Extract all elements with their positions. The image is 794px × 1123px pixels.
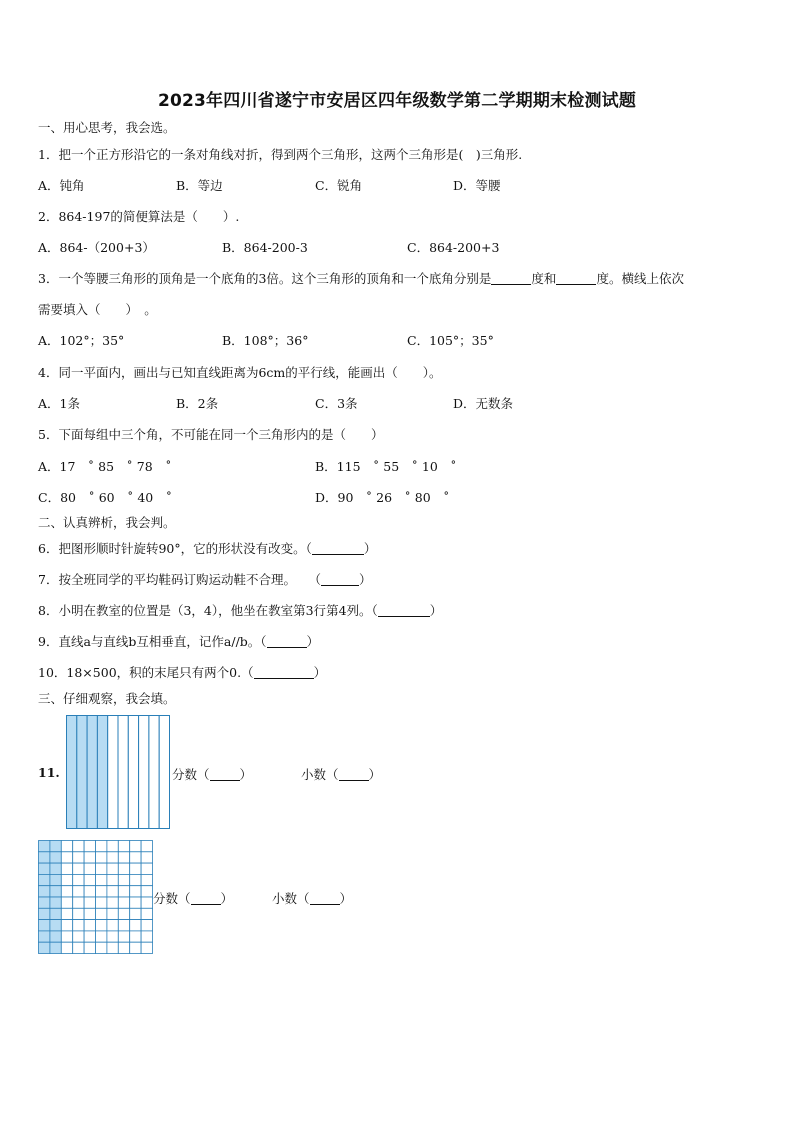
q3-option-b: B．108°；36° (222, 333, 309, 348)
q10-answer-blank[interactable] (254, 666, 314, 679)
grid-cell (118, 942, 129, 953)
grid-cell (96, 874, 107, 885)
q3-option-a: A．102°；35° (38, 333, 125, 348)
strip-cell (149, 716, 159, 829)
q6-close: ） (363, 541, 377, 556)
grid-cell (61, 920, 72, 931)
fig1-fraction-label (172, 765, 252, 783)
grid-cell (50, 920, 61, 931)
grid-cell (118, 897, 129, 908)
strip-cell (128, 716, 138, 829)
grid-cell (141, 897, 152, 908)
q10-text: 10．18×500，积的末尾只有两个0.（ (38, 665, 254, 680)
grid-cell (130, 886, 141, 897)
grid-cell (107, 920, 118, 931)
q2-option-b: B．864-200-3 (222, 240, 308, 255)
grid-cell (96, 908, 107, 919)
grid-cell (130, 931, 141, 942)
grid-cell (73, 886, 84, 897)
grid-cell (141, 841, 152, 852)
grid-cell (141, 863, 152, 874)
strip-cell (97, 716, 107, 829)
grid-cell (61, 863, 72, 874)
q2-option-a: A．864-（200+3） (38, 240, 155, 255)
grid-cell (141, 852, 152, 863)
q2-option-c: C．864-200+3 (407, 240, 500, 255)
grid-cell (130, 908, 141, 919)
question-11-number: 11. (38, 765, 60, 780)
grid-cell (61, 897, 72, 908)
grid-cell (73, 897, 84, 908)
grid-cell (84, 874, 95, 885)
grid-cell (107, 942, 118, 953)
q4-option-d: D．无数条 (453, 396, 514, 411)
grid-cell (73, 863, 84, 874)
grid-cell (130, 841, 141, 852)
q6-text: 6．把图形顺时针旋转90°，它的形状没有改变。（ (38, 541, 312, 556)
fig1-decimal-label (301, 765, 381, 783)
grid-cell (84, 897, 95, 908)
q9-close: ） (306, 634, 320, 649)
grid-cell (39, 863, 50, 874)
grid-cell (118, 886, 129, 897)
q3-option-c: C．105°；35° (407, 333, 494, 348)
q8-text: 8．小明在教室的位置是（3，4），他坐在教室第3行第4列。（ (38, 603, 378, 618)
grid-cell (107, 908, 118, 919)
grid-cell (118, 874, 129, 885)
q6-answer-blank[interactable] (312, 542, 364, 555)
section-1-heading: 一、用心思考，我会选。 (38, 120, 176, 135)
fig2-decimal-text: 小数（ (272, 891, 310, 906)
q3-text-a: 3．一个等腰三角形的顶角是一个底角的3倍。这个三角形的顶角和一个底角分别是 (38, 271, 492, 286)
q5-option-d: D．90 ˚ 26 ˚ 80 ˚ (315, 490, 450, 505)
strip-cell (118, 716, 128, 829)
grid-cell (107, 863, 118, 874)
q9-text: 9．直线a与直线b互相垂直，记作a//b。（ (38, 634, 267, 649)
fig2-fraction-blank[interactable] (191, 892, 221, 905)
q3-text-b: 度和 (531, 271, 557, 286)
q1-option-d: D．等腰 (453, 178, 501, 193)
grid-cell (141, 886, 152, 897)
grid-cell (96, 852, 107, 863)
fig1-decimal-text: 小数（ (301, 767, 339, 782)
grid-cell (141, 920, 152, 931)
fig2-fraction-label (153, 889, 233, 907)
grid-cell (73, 874, 84, 885)
question-1: 1．把一个正方形沿它的一条对角线对折，得到两个三角形，这两个三角形是( )三角形. (38, 147, 523, 162)
hundred-grid-diagram (38, 840, 153, 954)
strip-diagram (66, 715, 170, 829)
grid-cell (130, 852, 141, 863)
grid-cell (130, 897, 141, 908)
question-5: 5．下面每组中三个角，不可能在同一个三角形内的是（ ） (38, 427, 384, 442)
q9-answer-blank[interactable] (267, 635, 307, 648)
grid-cell (96, 886, 107, 897)
grid-cell (73, 908, 84, 919)
grid-cell (61, 908, 72, 919)
grid-cell (141, 931, 152, 942)
grid-cell (50, 886, 61, 897)
grid-cell (84, 863, 95, 874)
q5-option-b: B．115 ˚ 55 ˚ 10 ˚ (315, 459, 457, 474)
grid-cell (50, 931, 61, 942)
grid-cell (118, 920, 129, 931)
grid-cell (130, 920, 141, 931)
question-7 (38, 572, 371, 588)
question-6 (38, 541, 376, 557)
grid-cell (39, 920, 50, 931)
grid-cell (130, 863, 141, 874)
grid-cell (61, 886, 72, 897)
grid-cell (39, 931, 50, 942)
q7-close: ） (358, 572, 372, 587)
question-2: 2．864-197的简便算法是（ ）. (38, 209, 240, 224)
grid-cell (118, 931, 129, 942)
grid-cell (84, 841, 95, 852)
grid-cell (96, 863, 107, 874)
grid-cell (39, 841, 50, 852)
section-3-heading: 三、仔细观察，我会填。 (38, 691, 176, 706)
fig2-decimal-label (272, 889, 352, 907)
strip-cell (87, 716, 97, 829)
q3-blank-2[interactable] (556, 272, 596, 285)
grid-cell (84, 920, 95, 931)
q1-option-c: C．锐角 (315, 178, 363, 193)
grid-cell (84, 852, 95, 863)
grid-cell (73, 920, 84, 931)
grid-cell (61, 931, 72, 942)
grid-cell (84, 942, 95, 953)
fig1-fraction-close: ） (239, 767, 253, 782)
fig1-decimal-blank[interactable] (339, 768, 369, 781)
strip-cell (159, 716, 169, 829)
grid-cell (50, 874, 61, 885)
grid-cell (96, 841, 107, 852)
strip-cell (108, 716, 118, 829)
strip-cell (139, 716, 149, 829)
fig2-decimal-close: ） (339, 891, 353, 906)
grid-cell (107, 931, 118, 942)
grid-cell (118, 841, 129, 852)
grid-cell (141, 874, 152, 885)
q1-option-a: A．钝角 (38, 178, 85, 193)
grid-cell (61, 852, 72, 863)
grid-cell (73, 852, 84, 863)
q5-option-c: C．80 ˚ 60 ˚ 40 ˚ (38, 490, 172, 505)
grid-cell (39, 852, 50, 863)
fig1-fraction-blank[interactable] (210, 768, 240, 781)
grid-cell (39, 908, 50, 919)
q10-close: ） (313, 665, 327, 680)
grid-cell (50, 908, 61, 919)
grid-cell (73, 931, 84, 942)
grid-cell (61, 841, 72, 852)
grid-cell (107, 874, 118, 885)
q4-option-a: A．1条 (38, 396, 80, 411)
grid-cell (50, 863, 61, 874)
grid-cell (50, 942, 61, 953)
q4-option-c: C．3条 (315, 396, 358, 411)
q5-option-a: A．17 ˚ 85 ˚ 78 ˚ (38, 459, 172, 474)
fig2-fraction-text: 分数（ (153, 891, 191, 906)
fig2-fraction-close: ） (220, 891, 234, 906)
grid-cell (107, 852, 118, 863)
grid-cell (39, 886, 50, 897)
grid-cell (107, 886, 118, 897)
question-4: 4．同一平面内，画出与已知直线距离为6cm的平行线，能画出（ ）。 (38, 365, 442, 380)
q3-blank-1[interactable] (491, 272, 531, 285)
grid-cell (141, 908, 152, 919)
grid-cell (50, 841, 61, 852)
q8-answer-blank[interactable] (378, 604, 430, 617)
fig1-decimal-close: ） (368, 767, 382, 782)
strip-cell (77, 716, 87, 829)
grid-cell (61, 942, 72, 953)
grid-cell (118, 908, 129, 919)
grid-cell (96, 931, 107, 942)
fig1-fraction-text: 分数（ (172, 767, 210, 782)
grid-cell (84, 931, 95, 942)
grid-cell (96, 920, 107, 931)
strip-cell (67, 716, 77, 829)
grid-cell (39, 897, 50, 908)
grid-cell (107, 897, 118, 908)
grid-cell (96, 942, 107, 953)
grid-cell (118, 863, 129, 874)
fig2-decimal-blank[interactable] (310, 892, 340, 905)
grid-cell (39, 874, 50, 885)
grid-cell (39, 942, 50, 953)
grid-cell (118, 852, 129, 863)
q3-text-c: 度。横线上依次 (596, 271, 684, 286)
grid-cell (141, 942, 152, 953)
grid-cell (96, 897, 107, 908)
question-3-line-1 (38, 271, 684, 287)
grid-cell (61, 874, 72, 885)
page-title: 2023年四川省遂宁市安居区四年级数学第二学期期末检测试题 (157, 91, 637, 111)
grid-cell (84, 908, 95, 919)
question-9 (38, 634, 319, 650)
q7-text: 7．按全班同学的平均鞋码订购运动鞋不合理。 （ (38, 572, 321, 587)
grid-cell (84, 886, 95, 897)
q8-close: ） (429, 603, 443, 618)
grid-cell (50, 897, 61, 908)
grid-cell (73, 942, 84, 953)
q1-option-b: B．等边 (176, 178, 223, 193)
q4-option-b: B．2条 (176, 396, 219, 411)
q7-answer-blank[interactable] (321, 573, 359, 586)
grid-cell (107, 841, 118, 852)
section-2-heading: 二、认真辨析，我会判。 (38, 515, 176, 530)
question-8 (38, 603, 442, 619)
grid-cell (50, 852, 61, 863)
question-3-line-2: 需要填入（ ） 。 (38, 302, 157, 317)
question-10 (38, 665, 326, 681)
grid-cell (73, 841, 84, 852)
grid-cell (130, 942, 141, 953)
grid-cell (130, 874, 141, 885)
